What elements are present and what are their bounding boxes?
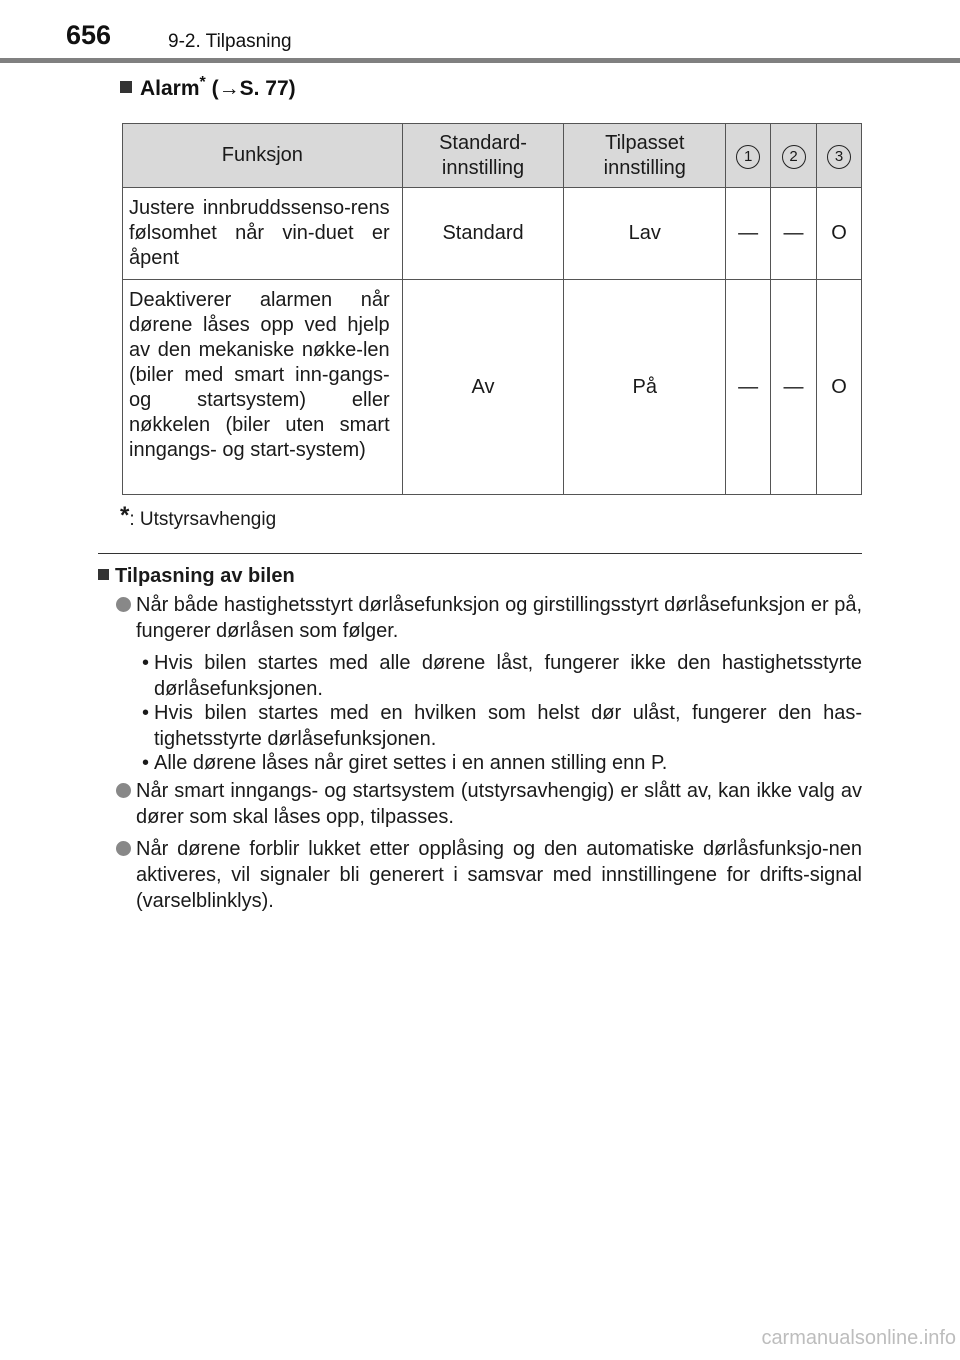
table-cell-custom: På xyxy=(564,280,726,495)
bullet-dot-icon xyxy=(116,783,131,798)
table-cell-col3: O xyxy=(817,280,862,495)
circled-1-icon: 1 xyxy=(736,145,760,169)
footnote xyxy=(120,502,276,531)
sub-list-item xyxy=(134,700,862,752)
list-item xyxy=(116,836,862,914)
table-cell-default: Standard xyxy=(402,188,564,280)
note-heading-text: Tilpasning av bilen xyxy=(115,565,295,587)
sub-bullet-icon: • xyxy=(142,652,150,674)
section-heading xyxy=(120,74,296,101)
table-cell-col1: — xyxy=(726,280,771,495)
table-row xyxy=(123,188,862,280)
header-standard: Standard- innstilling xyxy=(402,124,564,188)
note-heading xyxy=(98,565,295,588)
table-cell-col2: — xyxy=(771,280,817,495)
table-cell-default: Av xyxy=(402,280,564,495)
circled-3-icon: 3 xyxy=(827,145,851,169)
section-divider xyxy=(98,553,862,554)
bullet-text: Når dørene forblir lukket etter opplåsing og den automatiske dørlåsfunksjo-nen aktiveres, vil signaler bli generert i samsvar med innstillingene for drifts-signal (varselblinklys). xyxy=(136,838,862,912)
header-rule xyxy=(0,58,960,63)
sub-list-item xyxy=(134,650,862,702)
watermark: carmanualsonline.info xyxy=(761,1327,956,1349)
bullet-text: Når både hastighetsstyrt dørlåsefunksjon og girstillingsstyrt dørlåsefunksjon er på, fungerer dørlåsen som følger. xyxy=(136,594,862,642)
customization-table xyxy=(122,123,862,495)
square-bullet-icon xyxy=(120,81,132,93)
sub-list-item xyxy=(134,750,862,776)
header-col-2 xyxy=(771,124,817,188)
list-item xyxy=(116,778,862,830)
sub-bullet-icon: • xyxy=(142,702,150,724)
sub-bullet-text: Alle dørene låses når giret settes i en annen stilling enn P. xyxy=(154,752,668,774)
sub-bullet-text: Hvis bilen startes med en hvilken som helst dør ulåst, fungerer den has-tighetsstyrte dørlåsefunksjonen. xyxy=(154,702,862,750)
section-reference-link[interactable]: (→S. 77) xyxy=(205,77,296,100)
page-header xyxy=(0,0,960,60)
circled-2-icon: 2 xyxy=(782,145,806,169)
bullet-text: Når smart inngangs- og startsystem (utstyrsavhengig) er slått av, kan ikke valg av dører som skal låses opp, tilpasses. xyxy=(136,780,862,828)
page-number: 656 xyxy=(66,20,112,50)
sub-bullet-icon: • xyxy=(142,752,150,774)
asterisk-mark: * xyxy=(199,74,206,91)
footnote-text: : Utstyrsavhengig xyxy=(129,509,277,530)
header-tilpasset: Tilpasset innstilling xyxy=(564,124,726,188)
square-bullet-icon xyxy=(98,569,109,580)
header-funksjon: Funksjon xyxy=(123,124,403,188)
section-title: Alarm xyxy=(140,77,200,100)
sub-bullet-text: Hvis bilen startes med alle dørene låst, fungerer ikke den hastighetsstyrte dørlåsefunksjonen. xyxy=(154,652,862,700)
table-cell-col3: O xyxy=(817,188,862,280)
table-cell-function: Deaktiverer alarmen når dørene låses opp ved hjelp av den mekaniske nøkke-len (biler med smart inn-gangs- og startsystem) eller nøkkelen (biler uten smart inngangs- og start-system) xyxy=(123,280,403,495)
table-cell-col1: — xyxy=(726,188,771,280)
bullet-dot-icon xyxy=(116,597,131,612)
chapter-label: 9-2. Tilpasning xyxy=(168,31,292,52)
table-cell-function: Justere innbruddssenso-rens følsomhet når vin-duet er åpent xyxy=(123,188,403,280)
table-cell-custom: Lav xyxy=(564,188,726,280)
header-col-1 xyxy=(726,124,771,188)
table-cell-col2: — xyxy=(771,188,817,280)
bullet-dot-icon xyxy=(116,841,131,856)
footnote-asterisk: * xyxy=(120,502,130,529)
table-header-row xyxy=(123,124,862,188)
list-item xyxy=(116,592,862,644)
table-row xyxy=(123,280,862,495)
header-col-3 xyxy=(817,124,862,188)
